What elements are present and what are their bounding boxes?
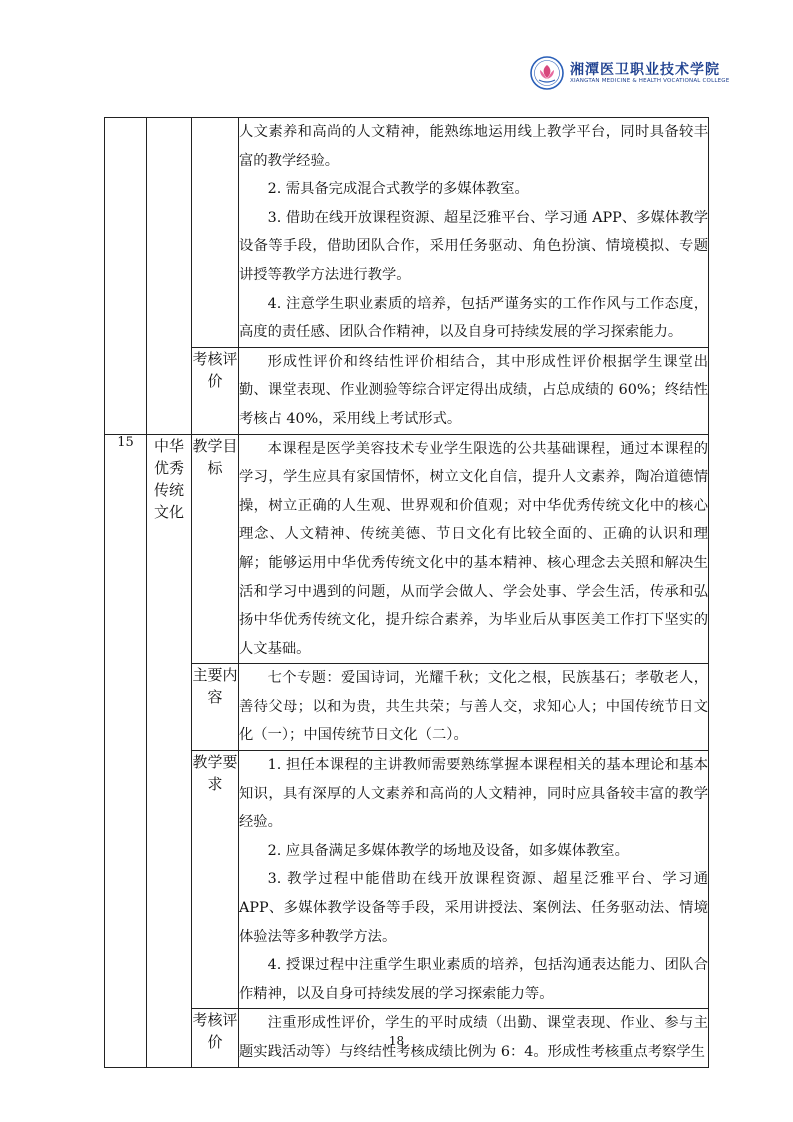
goals-cell: [239, 434, 709, 664]
course-number: 15: [105, 434, 147, 1067]
requirements-label: 教学要求: [192, 751, 239, 1009]
school-logo: [530, 56, 760, 96]
continued-label-cell: [192, 118, 239, 348]
assessment-text: 形成性评价和终结性评价相结合，其中形成性评价根据学生课堂出勤、课堂表现、作业测验等综合评定得出成绩，占总成绩的 60%；终结性考核占 40%，采用线上考试形式。: [239, 353, 708, 427]
content-text: 七个专题：爱国诗词，光耀千秋；文化之根，民族基石；孝敬老人，善待父母；以和为贵，共生共荣；与善人交，求知心人；中国传统节日文化（一）；中国传统节日文化（二）。: [239, 670, 708, 744]
assessment-cell: [239, 347, 709, 434]
course-table: [104, 117, 709, 1068]
requirement-item: 4. 授课过程中注重学生职业素质的培养，包括沟通表达能力、团队合作精神，以及自身可持续发展的学习探索能力等。: [239, 957, 708, 1002]
requirement-item: 1. 担任本课程的主讲教师需要熟练掌握本课程相关的基本理论和基本知识，具有深厚的人文素养和高尚的人文精神，同时应具备较丰富的教学经验。: [239, 757, 708, 831]
assessment-label: 考核评价: [192, 347, 239, 434]
content-label: 主要内容: [192, 664, 239, 751]
continued-number-cell: [105, 118, 147, 435]
requirement-item: 3. 教学过程中能借助在线开放课程资源、超星泛雅平台、学习通 APP、多媒体教学设备等手段，采用讲授法、案例法、任务驱动法、情境体验法等多种教学方法。: [239, 871, 708, 945]
assessment-text: 注重形成性评价，学生的平时成绩（出勤、课堂表现、作业、参与主题实践活动等）与终结性考核成绩比例为 6：4。形成性考核重点考察学生: [239, 1015, 708, 1060]
continued-name-cell: [147, 118, 192, 435]
course-name: 中华优秀传统文化: [147, 434, 192, 1067]
page-number: 18: [388, 1034, 405, 1048]
table-row: [105, 664, 709, 751]
table-row: [105, 434, 709, 664]
continued-requirements-cell: [239, 118, 709, 348]
goals-label: 教学目标: [192, 434, 239, 664]
requirements-cell: [239, 751, 709, 1009]
content-cell: [239, 664, 709, 751]
table-row: [105, 347, 709, 434]
school-name-cn: 湘潭医卫职业技术学院: [570, 62, 720, 78]
school-name-en: XIANGTAN MEDICINE & HEALTH VOCATIONAL COLLEGE: [570, 78, 730, 84]
table-row: [105, 118, 709, 348]
table-row: [105, 751, 709, 1009]
continued-paragraph: 3. 借助在线开放课程资源、超星泛雅平台、学习通 APP、多媒体教学设备等手段，借助团队合作，采用任务驱动、角色扮演、情境模拟、专题讲授等教学方法进行教学。: [239, 209, 708, 283]
continued-paragraph: 4. 注意学生职业素质的培养，包括严谨务实的工作作风与工作态度，高度的责任感、团队合作精神，以及自身可持续发展的学习探索能力。: [239, 295, 708, 341]
school-emblem-icon: [530, 56, 564, 90]
goals-text: 本课程是医学美容技术专业学生限选的公共基础课程，通过本课程的学习，学生应具有家国情怀，树立文化自信，提升人文素养，陶冶道德情操，树立正确的人生观、世界观和价值观；对中华优秀传统文化中的核心理念、人文精神、传统美德、节日文化有比较全面的、正确的认识和理解；能够运用中华优秀传统文化中的基本精神、核心理念去关照和解决生活和学习中遇到的问题，从而学会做人、学会处事、学会生活，传承和弘扬中华优秀传统文化，提升综合素养，为毕业后从事医美工作打下坚实的人文基础。: [239, 440, 708, 657]
continued-paragraph: 人文素养和高尚的人文精神，能熟练地运用线上教学平台，同时具备较丰富的教学经验。: [239, 124, 708, 169]
assessment-label: 考核评价: [192, 1009, 239, 1067]
continued-paragraph: 2. 需具备完成混合式教学的多媒体教室。: [267, 181, 529, 198]
requirement-item: 2. 应具备满足多媒体教学的场地及设备，如多媒体教室。: [267, 842, 629, 859]
